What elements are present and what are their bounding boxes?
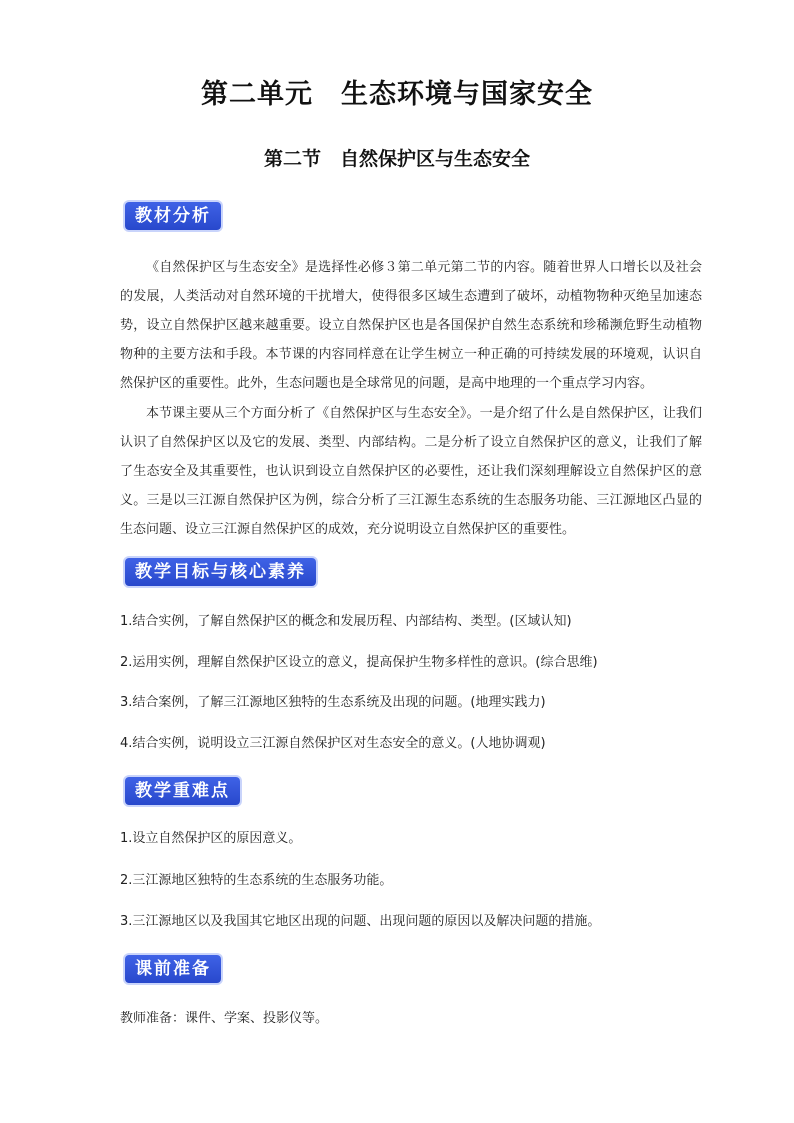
section-heading-analysis: 教材分析 bbox=[125, 202, 221, 230]
objective-item: 2.运用实例，理解自然保护区设立的意义，提高保护生物多样性的意识。(综合思维) bbox=[120, 655, 598, 670]
objective-item: 4.结合实例，说明设立三江源自然保护区对生态安全的意义。(人地协调观) bbox=[120, 736, 546, 751]
page-title: 第二单元 生态环境与国家安全 bbox=[201, 79, 593, 110]
preparation-text: 教师准备：课件、学案、投影仪等。 bbox=[120, 1011, 329, 1026]
section-heading-key-points: 教学重难点 bbox=[125, 777, 240, 805]
objective-item: 1.结合实例，了解自然保护区的概念和发展历程、内部结构、类型。(区域认知) bbox=[120, 614, 572, 629]
section-heading-preparation: 课前准备 bbox=[125, 955, 221, 983]
objective-item: 3.结合案例，了解三江源地区独特的生态系统及出现的问题。(地理实践力) bbox=[120, 695, 546, 710]
key-point-item: 1.设立自然保护区的原因意义。 bbox=[120, 831, 302, 846]
section-subtitle: 第二节 自然保护区与生态安全 bbox=[263, 148, 530, 170]
key-point-item: 2.三江源地区独特的生态系统的生态服务功能。 bbox=[120, 873, 393, 888]
section-heading-objectives: 教学目标与核心素养 bbox=[125, 558, 316, 586]
analysis-paragraph: 本节课主要从三个方面分析了《自然保护区与生态安全》。一是介绍了什么是自然保护区，让我们认识了自然保护区以及它的发展、类型、内部结构。二是分析了设立自然保护区的意义，让我们了解了生态安全及其重要性，也认识到设立自然保护区的必要性，还让我们深刻理解设立自然保护区的意义。三是以三江源自然保护区为例，综合分析了三江源生态系统的生态服务功能、三江源地区凸显的生态问题、设立三江源自然保护区的成效，充分说明设立自然保护区的重要性。 bbox=[120, 406, 702, 537]
analysis-paragraph: 《自然保护区与生态安全》是选择性必修３第二单元第二节的内容。随着世界人口增长以及社会的发展，人类活动对自然环境的干扰增大，使得很多区域生态遭到了破坏，动植物物种灭绝呈加速态势，设立自然保护区越来越重要。设立自然保护区也是各国保护自然生态系统和珍稀濒危野生动植物物种的主要方法和手段。本节课的内容同样意在让学生树立一种正确的可持续发展的环境观，认识自然保护区的重要性。此外，生态问题也是全球常见的问题，是高中地理的一个重点学习内容。 bbox=[120, 260, 702, 391]
key-point-item: 3.三江源地区以及我国其它地区出现的问题、出现问题的原因以及解决问题的措施。 bbox=[120, 914, 601, 929]
